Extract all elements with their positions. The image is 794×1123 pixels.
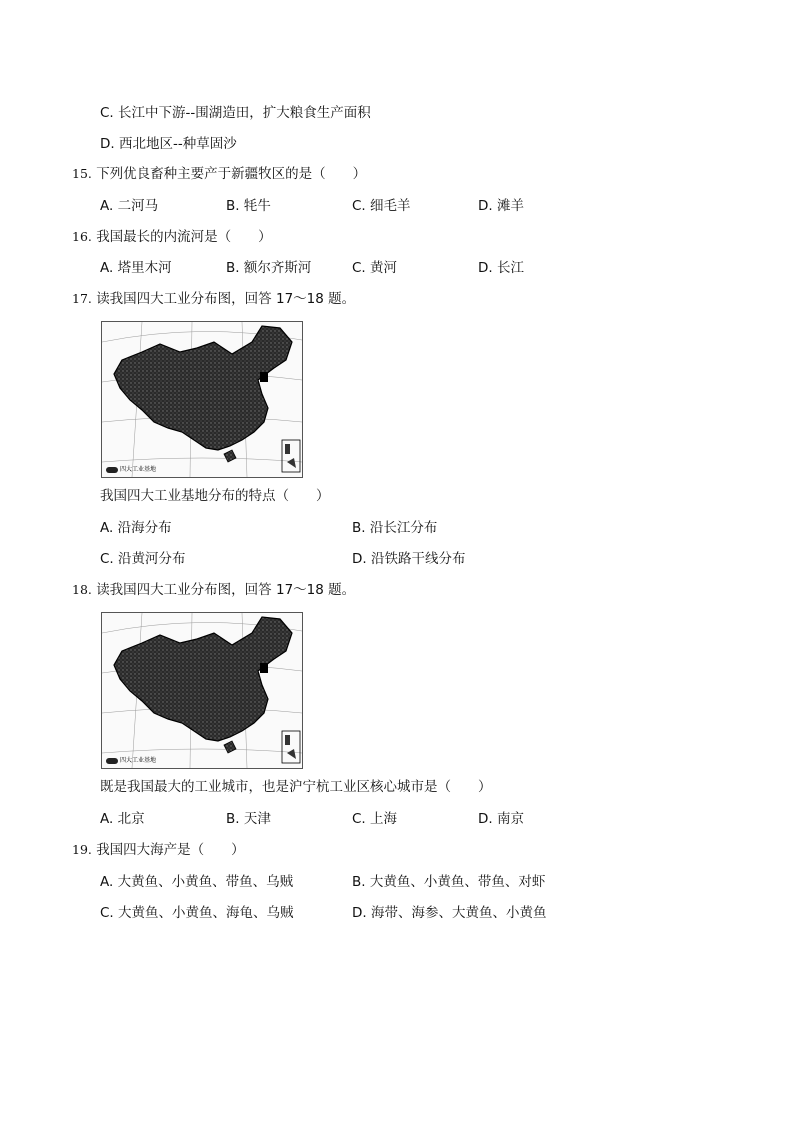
q17-option-d: D. 沿铁路干线分布 [352, 551, 466, 567]
q17-map-caption: 四大工业基地 [120, 466, 157, 473]
china-map-icon [102, 322, 302, 477]
q16-stem [72, 227, 272, 247]
q19-option-d: D. 海带、海参、大黄鱼、小黄鱼 [352, 905, 547, 921]
q15-option-c: C. 细毛羊 [352, 198, 411, 214]
q19-stem [72, 840, 245, 860]
china-map-icon [102, 613, 302, 768]
q17-industry-map [101, 321, 303, 478]
q18-map-legend [106, 757, 156, 765]
q15-option-a: A. 二河马 [100, 198, 159, 214]
q16-number: 16. [72, 229, 92, 244]
q18-stem [72, 580, 355, 600]
q17-option-b: B. 沿长江分布 [352, 520, 438, 536]
q14-option-d: D. 西北地区--种草固沙 [100, 136, 237, 152]
q17-option-a: A. 沿海分布 [100, 520, 172, 536]
q18-option-d: D. 南京 [478, 811, 524, 827]
q18-number: 18. [72, 582, 92, 597]
q19-stem-text: 我国四大海产是（ ） [96, 842, 245, 858]
q16-stem-text: 我国最长的内流河是（ ） [96, 229, 272, 245]
q15-stem-text: 下列优良畜种主要产于新疆牧区的是（ ） [96, 166, 367, 182]
q16-option-c: C. 黄河 [352, 260, 398, 276]
q16-option-a: A. 塔里木河 [100, 260, 172, 276]
q16-option-d: D. 长江 [478, 260, 524, 276]
q15-number: 15. [72, 166, 92, 181]
q18-map-caption: 四大工业基地 [120, 757, 157, 764]
q17-stem-text: 读我国四大工业分布图，回答 17～18 题。 [96, 291, 356, 307]
q18-option-c: C. 上海 [352, 811, 398, 827]
q18-stem-text: 读我国四大工业分布图，回答 17～18 题。 [96, 582, 356, 598]
q15-stem [72, 164, 366, 184]
q18-sub-stem: 既是我国最大的工业城市，也是沪宁杭工业区核心城市是（ ） [100, 779, 492, 795]
q19-option-b: B. 大黄鱼、小黄鱼、带鱼、对虾 [352, 874, 546, 890]
q14-option-c: C. 长江中下游--围湖造田，扩大粮食生产面积 [100, 105, 371, 121]
q18-option-b: B. 天津 [226, 811, 271, 827]
q17-number: 17. [72, 291, 92, 306]
q15-option-b: B. 牦牛 [226, 198, 271, 214]
q18-industry-map [101, 612, 303, 769]
q15-option-d: D. 滩羊 [478, 198, 524, 214]
q19-number: 19. [72, 842, 92, 857]
legend-icon [106, 467, 118, 473]
legend-icon [106, 758, 118, 764]
q17-stem [72, 289, 355, 309]
q18-option-a: A. 北京 [100, 811, 145, 827]
q19-option-c: C. 大黄鱼、小黄鱼、海龟、乌贼 [100, 905, 294, 921]
q17-sub-stem: 我国四大工业基地分布的特点（ ） [100, 488, 330, 504]
q17-map-legend [106, 466, 156, 474]
q16-option-b: B. 额尔齐斯河 [226, 260, 312, 276]
q19-option-a: A. 大黄鱼、小黄鱼、带鱼、乌贼 [100, 874, 294, 890]
q17-option-c: C. 沿黄河分布 [100, 551, 186, 567]
